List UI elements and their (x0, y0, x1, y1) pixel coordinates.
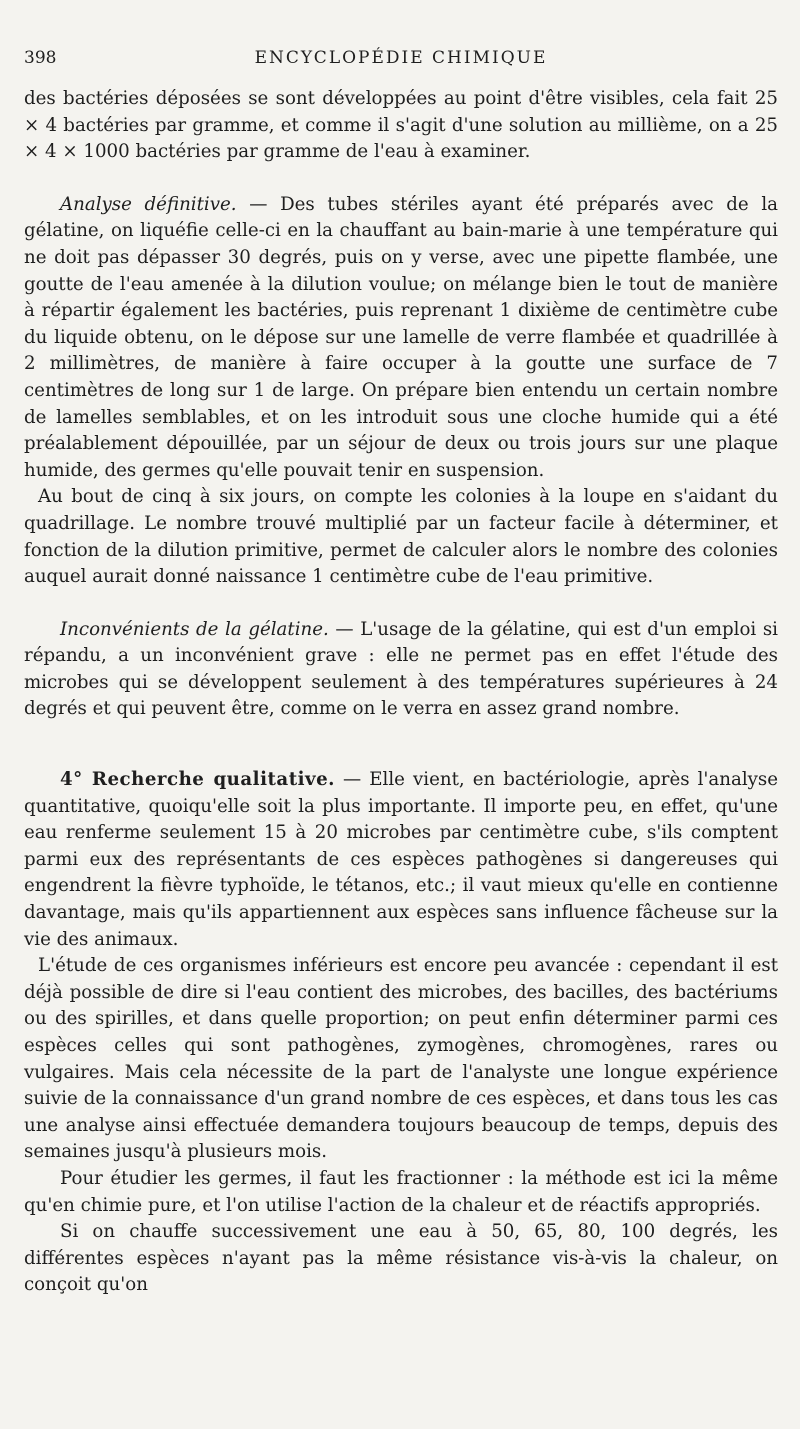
run-in-heading-inconvenients: Inconvénients de la gélatine. (60, 618, 329, 640)
paragraph-continuation (24, 86, 778, 166)
paragraph-fractionner (24, 1166, 778, 1219)
page-number: 398 (24, 48, 57, 68)
paragraph-recherche-qualitative (24, 767, 778, 953)
paragraph-organismes-inferieurs (24, 953, 778, 1166)
paragraph-inconvenients-gelatine (24, 617, 778, 723)
paragraph-chauffe (24, 1219, 778, 1299)
running-title: ENCYCLOPÉDIE CHIMIQUE (254, 48, 548, 68)
paragraph-text: Si on chauffe successivement une eau à 50, 65, 80, 100 degrés, les différentes espèces n'ayant pas la même résistance vis-à-vis la chaleur, on conçoit qu'on (24, 1221, 778, 1296)
section-heading-recherche-qualitative: 4° Recherche qualitative. (60, 769, 335, 791)
body-text (24, 86, 778, 1299)
paragraph-colony-count (24, 484, 778, 590)
paragraph-text: L'étude de ces organismes inférieurs est encore peu avancée : cependant il est déjà possible de dire si l'eau contient des microbes, des bacilles, des bactériums ou des spirilles, et dans quelle proportion; on peut enfin déterminer parmi ces espèces celles qui sont pathogènes, zymogènes, chromogènes, rares ou vulgaires. Mais cela nécessite de la part de l'analyste une longue expérience suivie de la connaissance d'un grand nombre de ces espèces, et dans tous les cas une analyse ainsi effectuée demandera toujours beaucoup de temps, depuis des semaines jusqu'à plusieurs mois. (24, 955, 778, 1163)
run-in-heading-analyse-definitive: Analyse définitive. (60, 193, 237, 215)
paragraph-analyse-definitive (24, 192, 778, 485)
running-head (24, 48, 778, 76)
paragraph-text: Au bout de cinq à six jours, on compte les colonies à la loupe en s'aidant du quadrillage. Le nombre trouvé multiplié par un facteur facile à déterminer, et fonction de la dilution primitive, permet de calculer alors le nombre des colonies auquel aurait donné naissance 1 centimètre cube de l'eau primitive. (24, 486, 778, 588)
paragraph-text: — Des tubes stériles ayant été préparés avec de la gélatine, on liquéfie celle-ci en la chauffant au bain-marie à une température qui ne doit pas dépasser 30 degrés, puis on y verse, avec une pipette flambée, une goutte de l'eau amenée à la dilution voulue; on mélange bien le tout de manière à répartir également les bactéries, puis reprenant 1 dixième de centimètre cube du liquide obtenu, on le dépose sur une lamelle de verre flambée et quadrillée à 2 millimètres, de manière à faire occuper à la goutte une surface de 7 centimètres de long sur 1 de large. On prépare bien entendu un certain nombre de lamelles semblables, et on les introduit sous une cloche humide qui a été préalablement dépouillée, par un séjour de deux ou trois jours sur une plaque humide, des germes qu'elle pouvait tenir en suspension. (24, 193, 778, 481)
paragraph-text: — L'usage de la gélatine, qui est d'un emploi si répandu, a un inconvénient grave : elle ne permet pas en effet l'étude des microbes qui se développent seulement à des températures supérieures à 24 degrés et qui peuvent être, comme on le verra en assez grand nombre. (24, 618, 778, 720)
paragraph-text: Pour étudier les germes, il faut les fractionner : la méthode est ici la même qu'en chimie pure, et l'on utilise l'action de la chaleur et de réactifs appropriés. (24, 1167, 778, 1216)
paragraph-text: — Elle vient, en bactériologie, après l'analyse quantitative, quoiqu'elle soit la plus importante. Il importe peu, en effet, qu'une eau renferme seulement 15 à 20 microbes par centimètre cube, s'ils comptent parmi eux des représentants de ces espèces pathogènes si dangereuses qui engendrent la fièvre typhoïde, le tétanos, etc.; il vaut mieux qu'elle en contienne davantage, mais qu'ils appartiennent aux espèces sans influence fâcheuse sur la vie des animaux. (24, 769, 779, 950)
paragraph-text: des bactéries déposées se sont développées au point d'être visibles, cela fait 25 × 4 bactéries par gramme, et comme il s'agit d'une solution au millième, on a 25 × 4 × 1000 bactéries par gramme de l'eau à examiner. (24, 88, 778, 163)
